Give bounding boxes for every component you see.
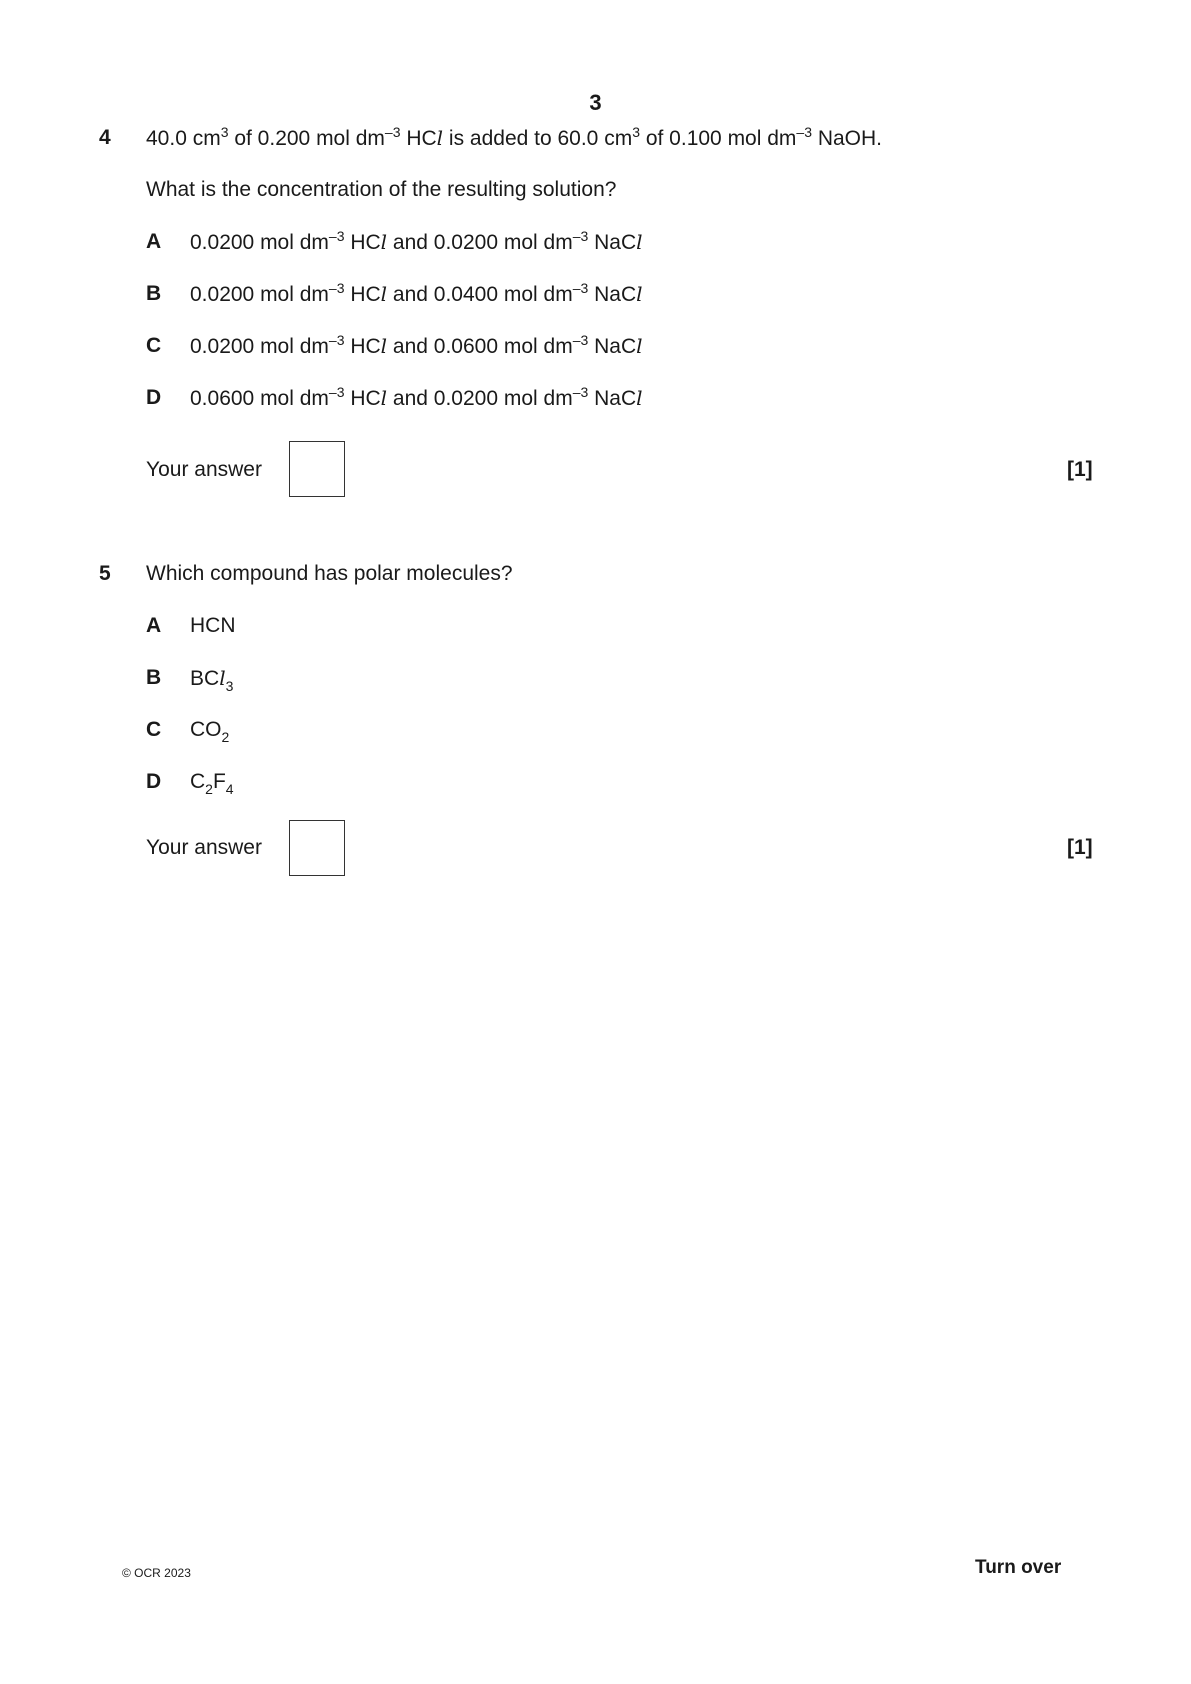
italic-chlorine-l: l — [636, 334, 643, 358]
italic-chlorine-l: l — [636, 230, 643, 254]
question-4-number: 4 — [99, 126, 111, 149]
text-run: of 0.100 mol dm — [640, 127, 797, 150]
subscript: 3 — [225, 678, 234, 694]
text-run: 0.0600 mol dm — [190, 387, 329, 410]
text-run: 0.0200 mol dm — [190, 335, 329, 358]
text-run: F — [212, 770, 226, 793]
question-4-option-d-text — [190, 386, 643, 411]
question-5-option-d-text — [190, 770, 234, 797]
italic-chlorine-l: l — [380, 334, 388, 358]
superscript: –3 — [572, 228, 589, 244]
italic-chlorine-l: l — [380, 282, 388, 306]
text-run: is added to 60.0 cm — [443, 127, 633, 150]
text-run: and 0.0600 mol dm — [387, 335, 573, 358]
text-run: BC — [190, 667, 220, 690]
text-run: CO — [190, 718, 222, 741]
question-4-marks: [1] — [1067, 458, 1093, 481]
superscript: –3 — [572, 332, 589, 348]
question-4-option-a-letter: A — [146, 230, 162, 253]
text-run: 40.0 cm — [146, 127, 221, 150]
question-5-answer-box[interactable] — [289, 820, 345, 876]
italic-chlorine-l: l — [380, 386, 388, 410]
question-4-option-c-text — [190, 334, 643, 359]
question-4-option-c-letter: C — [146, 334, 162, 357]
text-run: NaOH. — [812, 127, 883, 150]
text-run: HC — [344, 387, 381, 410]
superscript: –3 — [384, 124, 401, 140]
italic-chlorine-l: l — [219, 666, 226, 690]
question-5-option-d-letter: D — [146, 770, 162, 793]
text-run: and 0.0200 mol dm — [387, 231, 573, 254]
italic-chlorine-l: l — [636, 386, 643, 410]
superscript: –3 — [328, 280, 345, 296]
text-run: HC — [400, 127, 437, 150]
text-run: 0.0200 mol dm — [190, 283, 329, 306]
subscript: 4 — [225, 781, 234, 797]
question-4-answer-box[interactable] — [289, 441, 345, 497]
superscript: –3 — [328, 384, 345, 400]
question-5-option-b-text — [190, 666, 234, 694]
text-run: NaC — [588, 387, 637, 410]
text-run: C — [190, 770, 206, 793]
question-5-option-a-letter: A — [146, 614, 162, 637]
text-run: of 0.200 mol dm — [228, 127, 385, 150]
superscript: 3 — [632, 124, 640, 140]
question-5-number: 5 — [99, 562, 111, 585]
question-4-option-d-letter: D — [146, 386, 162, 409]
question-5-option-a-text — [190, 614, 236, 638]
question-4-prompt: What is the concentration of the resulting solution? — [146, 178, 617, 201]
text-run: 0.0200 mol dm — [190, 231, 329, 254]
text-run: HC — [344, 335, 381, 358]
superscript: –3 — [572, 384, 589, 400]
text-run: and 0.0400 mol dm — [387, 283, 573, 306]
subscript: 2 — [221, 729, 230, 745]
question-4-stem — [146, 126, 882, 151]
text-run: NaC — [588, 283, 637, 306]
question-4-option-a-text — [190, 230, 643, 255]
footer-copyright: © OCR 2023 — [122, 1566, 191, 1580]
superscript: –3 — [796, 124, 812, 140]
superscript: –3 — [572, 280, 589, 296]
question-5-prompt: Which compound has polar molecules? — [146, 562, 513, 585]
footer-turn-over: Turn over — [975, 1557, 1062, 1578]
italic-chlorine-l: l — [380, 230, 388, 254]
question-4-answer-label: Your answer — [146, 458, 262, 481]
text-run: NaC — [588, 231, 637, 254]
text-run: HC — [344, 283, 381, 306]
question-5-option-c-letter: C — [146, 718, 162, 741]
superscript: –3 — [328, 228, 345, 244]
page-number: 3 — [589, 90, 602, 115]
text-run: NaC — [588, 335, 637, 358]
superscript: 3 — [220, 124, 229, 140]
superscript: –3 — [328, 332, 345, 348]
italic-chlorine-l: l — [636, 282, 643, 306]
text-run: HC — [344, 231, 381, 254]
text-run: and 0.0200 mol dm — [387, 387, 573, 410]
subscript: 2 — [205, 781, 213, 797]
question-5-answer-label: Your answer — [146, 836, 262, 859]
question-5-option-b-letter: B — [146, 666, 162, 689]
italic-chlorine-l: l — [436, 126, 444, 150]
question-5-option-c-text — [190, 718, 230, 745]
question-4-option-b-text — [190, 282, 643, 307]
text-run: HCN — [190, 614, 236, 637]
question-4-option-b-letter: B — [146, 282, 162, 305]
question-5-marks: [1] — [1067, 836, 1093, 859]
